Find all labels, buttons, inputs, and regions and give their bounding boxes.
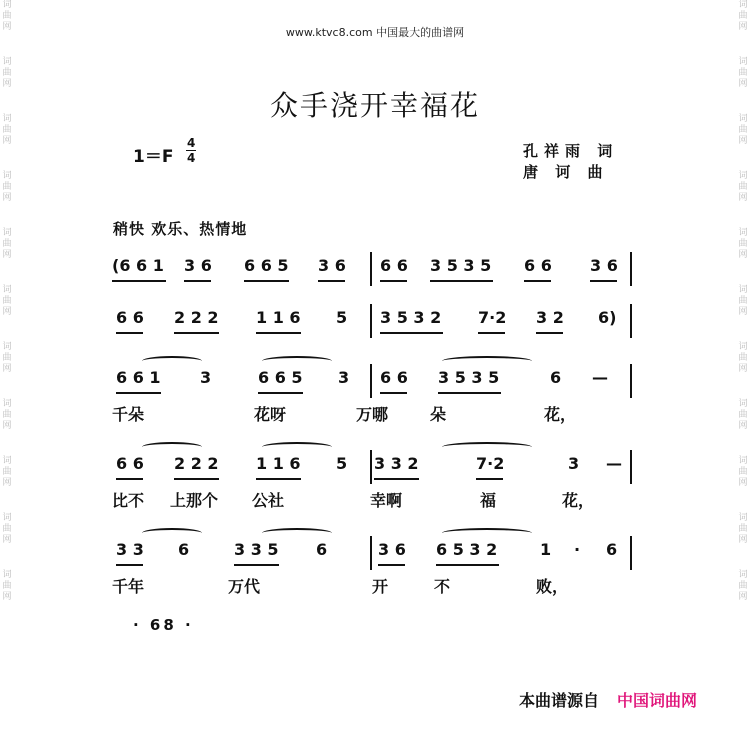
note-group: · — [574, 540, 581, 559]
lyric: 公社 — [252, 491, 285, 510]
note-group: 6 6 — [380, 256, 408, 275]
barline — [370, 304, 372, 338]
watermark-char: 词 — [2, 456, 12, 466]
slur — [142, 528, 202, 538]
watermark-char: 曲 — [738, 239, 748, 249]
watermark-char: 词 — [738, 114, 748, 124]
barline — [370, 364, 372, 398]
lyric: 开 — [372, 577, 389, 596]
watermark-char: 网 — [2, 250, 12, 260]
watermark-group — [0, 342, 14, 375]
lyric: 败， — [536, 577, 569, 596]
notes-line — [112, 540, 642, 564]
watermark-char: 网 — [738, 250, 748, 260]
slur — [442, 356, 532, 366]
beam-underline — [438, 392, 501, 394]
barline — [630, 364, 632, 398]
source-label: 本曲谱源自 — [519, 691, 600, 710]
watermark-char: 网 — [2, 193, 12, 203]
time-bottom: 4 — [187, 151, 196, 165]
notes-line — [112, 454, 642, 478]
watermark-group — [736, 228, 750, 261]
watermark-char: 词 — [738, 285, 748, 295]
watermark-char: 曲 — [738, 467, 748, 477]
watermark-char: 网 — [2, 535, 12, 545]
watermark-char: 词 — [2, 570, 12, 580]
note-group: 6 — [316, 540, 328, 559]
note-group: 3 6 — [318, 256, 346, 275]
watermark-char: 网 — [2, 421, 12, 431]
watermark-char: 曲 — [2, 581, 12, 591]
beam-underline — [476, 478, 503, 480]
watermark-char: 网 — [738, 22, 748, 32]
watermark-char: 网 — [738, 307, 748, 317]
notes-line — [112, 368, 642, 392]
lyric: 万哪 — [356, 405, 389, 424]
note-group: 3 3 2 — [374, 454, 419, 473]
watermark-char: 网 — [738, 421, 748, 431]
beam-underline — [374, 478, 419, 480]
beam-underline — [116, 332, 143, 334]
watermark-group — [736, 513, 750, 546]
watermark-group — [736, 285, 750, 318]
site-url[interactable]: www.ktvc8.com 中国最大的曲谱网 — [285, 26, 465, 39]
beam-underline — [378, 564, 405, 566]
notes-line — [112, 256, 642, 280]
watermark-char: 曲 — [2, 296, 12, 306]
beam-underline — [524, 280, 551, 282]
note-group: 3 5 3 5 — [430, 256, 492, 275]
note-group: 5 — [336, 454, 348, 473]
note-group: 6 6 — [380, 368, 408, 387]
note-group: 3 6 — [184, 256, 212, 275]
note-group: 6) — [598, 308, 617, 327]
song-title: 众手浇开幸福花 — [269, 89, 480, 122]
beam-underline — [184, 280, 211, 282]
beam-underline — [436, 564, 499, 566]
watermark-char: 词 — [738, 228, 748, 238]
note-group: 6 — [178, 540, 190, 559]
note-group: 3 5 3 5 — [438, 368, 500, 387]
barline — [370, 536, 372, 570]
note-group: 6 6 — [116, 454, 144, 473]
score-row — [112, 256, 642, 280]
watermark-char: 词 — [738, 57, 748, 67]
watermark-group — [736, 342, 750, 375]
barline — [630, 252, 632, 286]
note-group: 2 2 2 — [174, 454, 219, 473]
watermark-group — [0, 399, 14, 432]
score-row — [112, 308, 642, 332]
watermark-char: 曲 — [2, 239, 12, 249]
watermark-char: 曲 — [2, 11, 12, 21]
watermark-char: 网 — [2, 307, 12, 317]
watermark-char: 网 — [2, 79, 12, 89]
watermark-char: 词 — [738, 171, 748, 181]
barline — [630, 304, 632, 338]
watermark-char: 网 — [2, 22, 12, 32]
note-group: 3 3 5 — [234, 540, 279, 559]
watermark-group — [0, 171, 14, 204]
watermark-char: 曲 — [738, 353, 748, 363]
watermark-char: 网 — [738, 136, 748, 146]
time-signature — [186, 136, 196, 165]
watermark-char: 网 — [738, 364, 748, 374]
note-group: 3 2 — [536, 308, 564, 327]
beam-underline — [256, 478, 301, 480]
watermark-char: 词 — [2, 228, 12, 238]
score-row — [112, 454, 642, 510]
score-row — [112, 540, 642, 596]
note-group: 6 — [606, 540, 618, 559]
watermark-char: 网 — [738, 592, 748, 602]
beam-underline — [380, 280, 407, 282]
watermark-char: 网 — [738, 478, 748, 488]
watermark-char: 曲 — [2, 410, 12, 420]
beam-underline — [116, 478, 143, 480]
lyric: 朵 — [430, 405, 447, 424]
source-credit — [519, 688, 697, 711]
watermark-char: 网 — [738, 193, 748, 203]
watermark-char: 词 — [738, 570, 748, 580]
note-group: 7·2 — [478, 308, 507, 327]
watermark-char: 曲 — [738, 581, 748, 591]
lyric: 福 — [480, 491, 497, 510]
watermark-char: 网 — [738, 535, 748, 545]
beam-underline — [478, 332, 505, 334]
watermark-char: 词 — [2, 513, 12, 523]
watermark-group — [736, 570, 750, 603]
lyric: 万代 — [228, 577, 261, 596]
slur — [262, 356, 332, 366]
watermark-char: 网 — [2, 478, 12, 488]
page-number: · 68 · — [133, 616, 194, 634]
watermark-group — [736, 171, 750, 204]
score-row — [112, 368, 642, 424]
slur — [142, 356, 202, 366]
slur — [442, 442, 532, 452]
watermark-char: 词 — [738, 342, 748, 352]
note-group: 6 6 5 — [258, 368, 303, 387]
source-site-link[interactable]: 中国词曲网 — [617, 691, 698, 710]
beam-underline — [318, 280, 345, 282]
watermark-char: 曲 — [738, 182, 748, 192]
watermark-char: 词 — [2, 0, 12, 10]
watermark-char: 词 — [2, 342, 12, 352]
lyric: 上那个 — [170, 491, 219, 510]
watermark-char: 曲 — [738, 125, 748, 135]
beam-underline — [112, 280, 166, 282]
beam-underline — [430, 280, 493, 282]
note-group: 6 — [550, 368, 562, 387]
beam-underline — [258, 392, 303, 394]
beam-underline — [244, 280, 289, 282]
slur — [442, 528, 532, 538]
watermark-char: 词 — [2, 171, 12, 181]
barline — [630, 450, 632, 484]
note-group: 7·2 — [476, 454, 505, 473]
slur — [262, 528, 332, 538]
note-group: 6 6 — [116, 308, 144, 327]
note-group: — — [606, 454, 622, 473]
watermark-char: 词 — [2, 399, 12, 409]
key-signature: 1＝F — [133, 147, 174, 167]
watermark-char: 曲 — [2, 353, 12, 363]
note-group: 6 6 — [524, 256, 552, 275]
watermark-char: 网 — [2, 136, 12, 146]
note-group: 6 5 3 2 — [436, 540, 498, 559]
time-top: 4 — [187, 136, 196, 150]
watermark-char: 曲 — [2, 467, 12, 477]
watermark-char: 曲 — [738, 296, 748, 306]
note-group: 3 — [338, 368, 350, 387]
note-group: 3 — [568, 454, 580, 473]
note-group: 3 6 — [378, 540, 406, 559]
lyric: 花， — [562, 491, 595, 510]
note-group: 6 6 1 — [116, 368, 161, 387]
note-group: 6 6 5 — [244, 256, 289, 275]
watermark-group — [736, 399, 750, 432]
note-group: 1 — [540, 540, 552, 559]
watermark-char: 词 — [738, 456, 748, 466]
note-group: 3 6 — [590, 256, 618, 275]
watermark-char: 曲 — [738, 11, 748, 21]
composer-credit: 唐 诃 曲 — [523, 163, 609, 181]
lyric: 不 — [434, 577, 451, 596]
watermark-char: 曲 — [738, 68, 748, 78]
beam-underline — [536, 332, 563, 334]
watermark-group — [0, 456, 14, 489]
notes-line — [112, 308, 642, 332]
note-group: 3 5 3 2 — [380, 308, 442, 327]
beam-underline — [234, 564, 279, 566]
watermark-char: 词 — [2, 285, 12, 295]
watermark-char: 曲 — [2, 68, 12, 78]
watermark-char: 词 — [738, 0, 748, 10]
watermark-char: 曲 — [738, 524, 748, 534]
note-group: — — [592, 368, 608, 387]
slur — [262, 442, 332, 452]
note-group: 3 3 — [116, 540, 144, 559]
watermark-char: 曲 — [2, 524, 12, 534]
barline — [630, 536, 632, 570]
beam-underline — [380, 392, 407, 394]
watermark-char: 词 — [738, 399, 748, 409]
watermark-char: 词 — [2, 57, 12, 67]
note-group: (6 6 1 — [112, 256, 164, 275]
watermark-char: 网 — [738, 79, 748, 89]
beam-underline — [590, 280, 617, 282]
lyricist-credit: 孔祥雨 词 — [523, 142, 619, 160]
watermark-group — [736, 456, 750, 489]
watermark-group — [0, 228, 14, 261]
watermark-char: 词 — [738, 513, 748, 523]
lyric: 比不 — [112, 491, 145, 510]
beam-underline — [380, 332, 443, 334]
beam-underline — [174, 478, 219, 480]
slur — [142, 442, 202, 452]
lyric: 幸啊 — [370, 491, 403, 510]
tempo-marking: 稍快 欢乐、热情地 — [113, 220, 248, 238]
watermark-char: 曲 — [738, 410, 748, 420]
note-group: 1 1 6 — [256, 308, 301, 327]
beam-underline — [174, 332, 219, 334]
lyric: 千年 — [112, 577, 145, 596]
barline — [370, 252, 372, 286]
watermark-char: 网 — [2, 592, 12, 602]
beam-underline — [256, 332, 301, 334]
beam-underline — [116, 392, 161, 394]
watermark-char: 曲 — [2, 125, 12, 135]
lyric: 千朵 — [112, 405, 145, 424]
barline — [370, 450, 372, 484]
note-group: 1 1 6 — [256, 454, 301, 473]
watermark-char: 曲 — [2, 182, 12, 192]
watermark-group — [0, 285, 14, 318]
watermark-group — [0, 513, 14, 546]
watermark-group — [0, 570, 14, 603]
note-group: 5 — [336, 308, 348, 327]
watermark-char: 词 — [2, 114, 12, 124]
beam-underline — [116, 564, 143, 566]
lyric: 花， — [544, 405, 577, 424]
note-group: 3 — [200, 368, 212, 387]
watermark-char: 网 — [2, 364, 12, 374]
note-group: 2 2 2 — [174, 308, 219, 327]
lyric: 花呀 — [254, 405, 287, 424]
